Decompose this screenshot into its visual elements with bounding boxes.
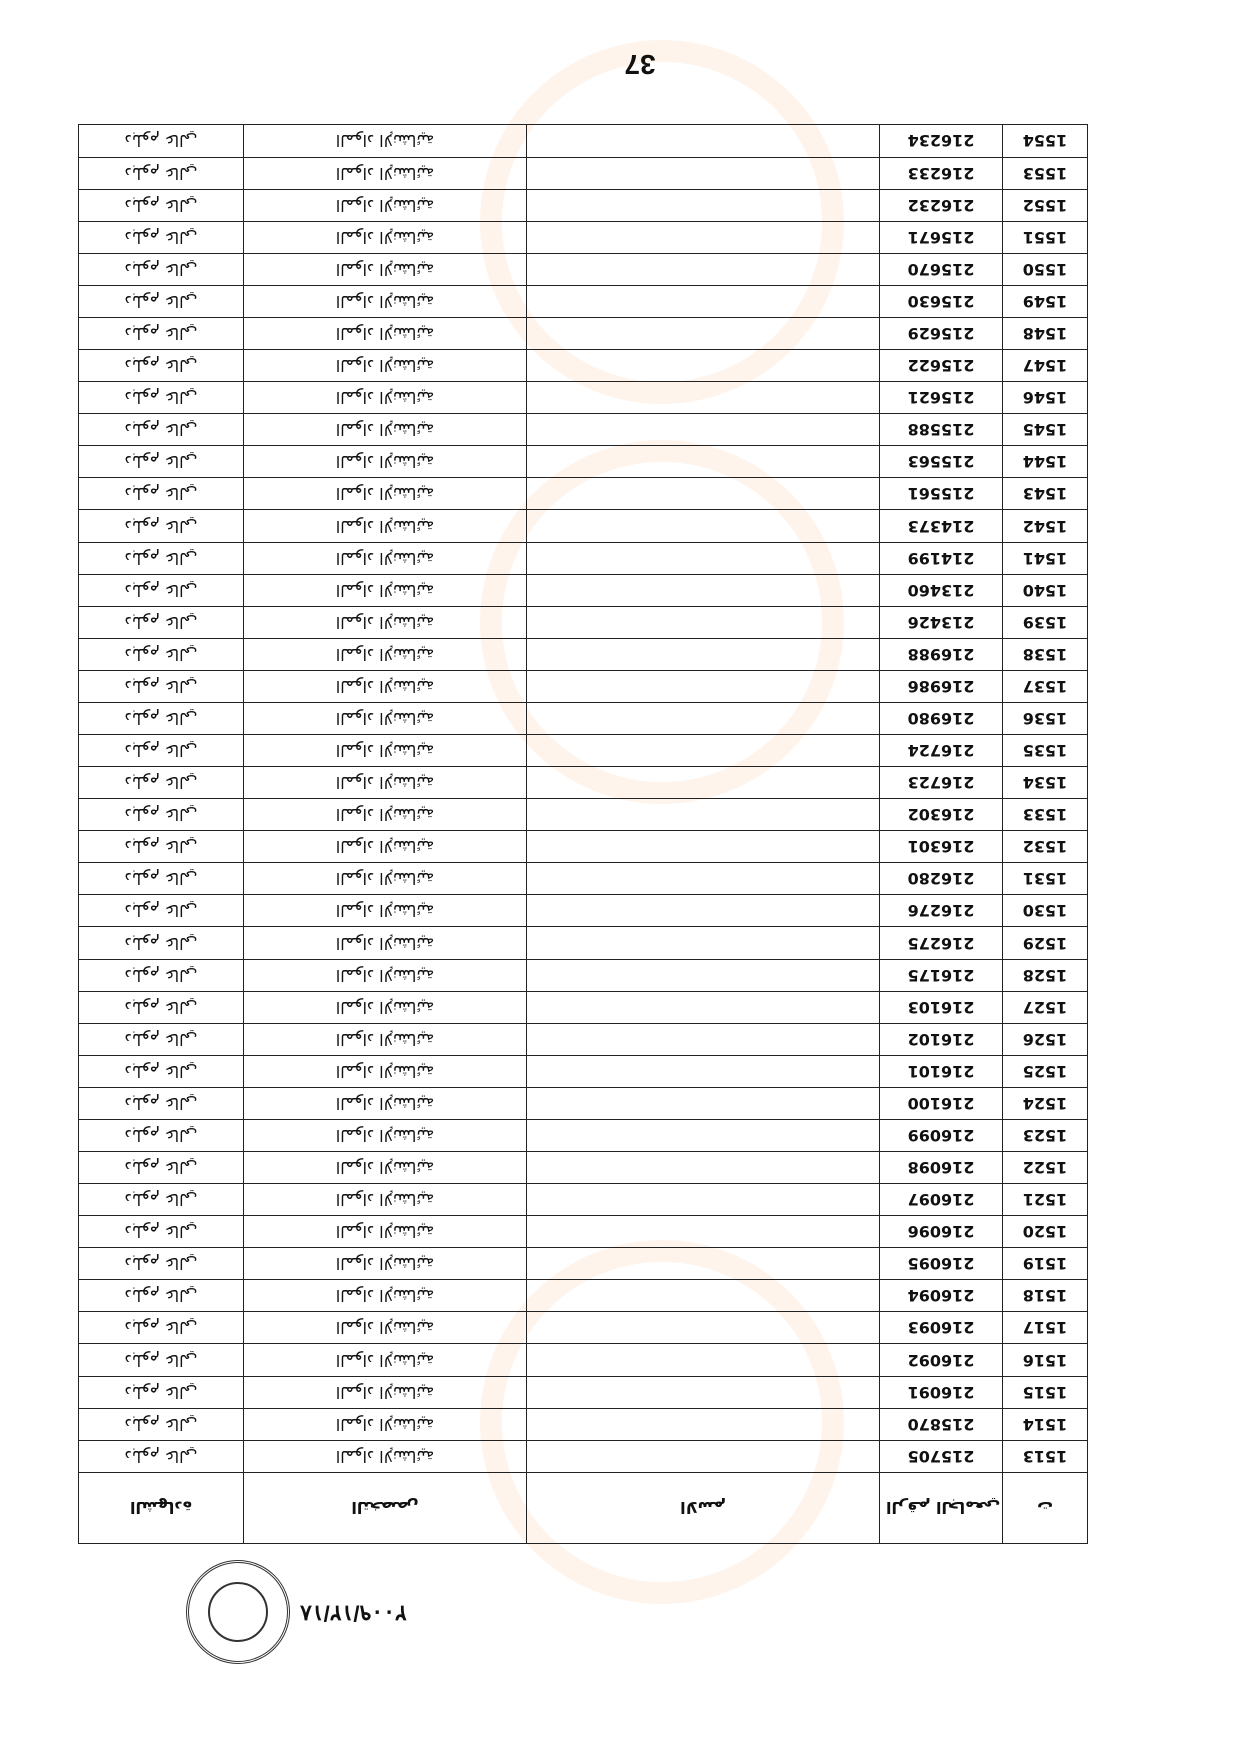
table-row [79,574,1088,606]
row-student-name [527,1087,880,1119]
row-specialization: المواد الإنشائية [244,350,527,382]
row-specialization: المواد الإنشائية [244,542,527,574]
row-student-code: 216099 [880,1119,1003,1151]
row-student-name [527,991,880,1023]
row-student-code: 216275 [880,927,1003,959]
table-row [79,767,1088,799]
table-row [79,285,1088,317]
table-header-row [79,1472,1088,1543]
row-student-code: 213426 [880,606,1003,638]
row-student-code: 216103 [880,991,1003,1023]
table-row [79,414,1088,446]
row-seq: 1534 [1003,767,1088,799]
row-student-name [527,574,880,606]
row-specialization: المواد الإنشائية [244,1184,527,1216]
row-student-name [527,1440,880,1472]
row-degree: دبلوم عالي [79,927,244,959]
table-row [79,1344,1088,1376]
row-student-name [527,382,880,414]
row-student-name [527,446,880,478]
row-specialization: المواد الإنشائية [244,1280,527,1312]
row-seq: 1550 [1003,253,1088,285]
row-student-name [527,1280,880,1312]
row-seq: 1520 [1003,1216,1088,1248]
table-row [79,350,1088,382]
row-specialization: المواد الإنشائية [244,767,527,799]
row-degree: دبلوم عالي [79,1055,244,1087]
row-student-code: 215622 [880,350,1003,382]
row-specialization: المواد الإنشائية [244,382,527,414]
row-student-code: 214373 [880,510,1003,542]
row-specialization: المواد الإنشائية [244,253,527,285]
row-student-code: 216091 [880,1376,1003,1408]
table-row [79,189,1088,221]
row-student-name [527,767,880,799]
row-student-name [527,606,880,638]
row-specialization: المواد الإنشائية [244,831,527,863]
row-student-code: 216234 [880,125,1003,158]
row-degree: دبلوم عالي [79,1216,244,1248]
row-degree: دبلوم عالي [79,1248,244,1280]
row-degree: دبلوم عالي [79,799,244,831]
row-seq: 1519 [1003,1248,1088,1280]
row-specialization: المواد الإنشائية [244,959,527,991]
row-student-name [527,478,880,510]
row-student-code: 216096 [880,1216,1003,1248]
row-degree: دبلوم عالي [79,1280,244,1312]
row-student-code: 215588 [880,414,1003,446]
row-student-name [527,927,880,959]
row-degree: دبلوم عالي [79,606,244,638]
row-specialization: المواد الإنشائية [244,189,527,221]
row-seq: 1548 [1003,318,1088,350]
row-seq: 1539 [1003,606,1088,638]
row-seq: 1516 [1003,1344,1088,1376]
row-specialization: المواد الإنشائية [244,318,527,350]
row-specialization: المواد الإنشائية [244,702,527,734]
row-seq: 1542 [1003,510,1088,542]
row-student-name [527,863,880,895]
table-row [79,1312,1088,1344]
row-specialization: المواد الإنشائية [244,1152,527,1184]
table-row [79,221,1088,253]
row-specialization: المواد الإنشائية [244,1440,527,1472]
table-row [79,1248,1088,1280]
row-degree: دبلوم عالي [79,1344,244,1376]
row-student-code: 216232 [880,189,1003,221]
row-degree: دبلوم عالي [79,1440,244,1472]
row-degree: دبلوم عالي [79,735,244,767]
row-seq: 1532 [1003,831,1088,863]
row-degree: دبلوم عالي [79,285,244,317]
row-student-name [527,510,880,542]
row-student-code: 215563 [880,446,1003,478]
row-student-code: 216102 [880,1023,1003,1055]
row-student-name [527,414,880,446]
row-student-name [527,318,880,350]
row-student-code: 216175 [880,959,1003,991]
student-roster-table [78,124,1088,1544]
row-seq: 1552 [1003,189,1088,221]
row-student-code: 216301 [880,831,1003,863]
row-specialization: المواد الإنشائية [244,157,527,189]
row-specialization: المواد الإنشائية [244,1055,527,1087]
row-specialization: المواد الإنشائية [244,799,527,831]
row-specialization: المواد الإنشائية [244,670,527,702]
table-row [79,382,1088,414]
row-student-name [527,735,880,767]
row-student-name [527,1023,880,1055]
table-row [79,702,1088,734]
row-student-name [527,670,880,702]
row-student-code: 216302 [880,799,1003,831]
row-degree: دبلوم عالي [79,991,244,1023]
row-seq: 1551 [1003,221,1088,253]
row-student-name [527,350,880,382]
table-row [79,253,1088,285]
table-row [79,1055,1088,1087]
table-row [79,831,1088,863]
row-seq: 1535 [1003,735,1088,767]
row-student-name [527,1119,880,1151]
row-specialization: المواد الإنشائية [244,1087,527,1119]
row-seq: 1530 [1003,895,1088,927]
table-row [79,1440,1088,1472]
row-student-name [527,221,880,253]
row-specialization: المواد الإنشائية [244,895,527,927]
row-student-code: 216093 [880,1312,1003,1344]
row-student-code: 216101 [880,1055,1003,1087]
row-student-name [527,285,880,317]
table-row [79,991,1088,1023]
header-name: الاسم [527,1472,880,1543]
table-row [79,125,1088,158]
table-row [79,799,1088,831]
row-seq: 1521 [1003,1184,1088,1216]
row-student-name [527,799,880,831]
table-row [79,1280,1088,1312]
row-degree: دبلوم عالي [79,125,244,158]
table-row [79,1119,1088,1151]
row-specialization: المواد الإنشائية [244,478,527,510]
row-student-name [527,959,880,991]
row-student-name [527,1312,880,1344]
row-specialization: المواد الإنشائية [244,1376,527,1408]
row-seq: 1523 [1003,1119,1088,1151]
row-degree: دبلوم عالي [79,863,244,895]
row-student-code: 216723 [880,767,1003,799]
row-seq: 1522 [1003,1152,1088,1184]
table-row [79,1087,1088,1119]
row-specialization: المواد الإنشائية [244,1119,527,1151]
table-row [79,606,1088,638]
row-seq: 1513 [1003,1440,1088,1472]
row-degree: دبلوم عالي [79,478,244,510]
row-specialization: المواد الإنشائية [244,735,527,767]
table-row [79,1216,1088,1248]
row-student-code: 215870 [880,1408,1003,1440]
table-row [79,863,1088,895]
row-student-code: 216233 [880,157,1003,189]
row-student-code: 216098 [880,1152,1003,1184]
row-seq: 1554 [1003,125,1088,158]
row-degree: دبلوم عالي [79,1184,244,1216]
row-degree: دبلوم عالي [79,1408,244,1440]
table-row [79,318,1088,350]
row-seq: 1545 [1003,414,1088,446]
row-seq: 1541 [1003,542,1088,574]
row-student-name [527,1216,880,1248]
page-number: 37 [624,49,656,80]
table-row [79,1184,1088,1216]
row-student-code: 216280 [880,863,1003,895]
table-row [79,510,1088,542]
row-seq: 1526 [1003,1023,1088,1055]
row-specialization: المواد الإنشائية [244,1344,527,1376]
row-degree: دبلوم عالي [79,189,244,221]
row-seq: 1537 [1003,670,1088,702]
table-row [79,895,1088,927]
row-student-code: 216092 [880,1344,1003,1376]
row-degree: دبلوم عالي [79,414,244,446]
row-student-name [527,253,880,285]
row-student-name [527,1376,880,1408]
row-seq: 1518 [1003,1280,1088,1312]
row-degree: دبلوم عالي [79,959,244,991]
header-code: الرقم الجامعي [880,1472,1003,1543]
row-seq: 1531 [1003,863,1088,895]
row-student-code: 215705 [880,1440,1003,1472]
row-student-name [527,1184,880,1216]
row-student-name [527,638,880,670]
header-specialization: التخصص [244,1472,527,1543]
row-student-code: 215670 [880,253,1003,285]
row-student-code: 215630 [880,285,1003,317]
row-student-code: 216095 [880,1248,1003,1280]
row-specialization: المواد الإنشائية [244,606,527,638]
row-student-name [527,125,880,158]
row-degree: دبلوم عالي [79,670,244,702]
table-row [79,1408,1088,1440]
row-seq: 1514 [1003,1408,1088,1440]
row-student-name [527,1055,880,1087]
table-row [79,1376,1088,1408]
row-student-name [527,1152,880,1184]
table-row [79,157,1088,189]
row-student-name [527,189,880,221]
table-row [79,1152,1088,1184]
row-student-name [527,1408,880,1440]
row-degree: دبلوم عالي [79,510,244,542]
row-specialization: المواد الإنشائية [244,1023,527,1055]
row-specialization: المواد الإنشائية [244,510,527,542]
row-degree: دبلوم عالي [79,1312,244,1344]
table-row [79,638,1088,670]
row-degree: دبلوم عالي [79,831,244,863]
row-degree: دبلوم عالي [79,702,244,734]
row-degree: دبلوم عالي [79,446,244,478]
row-specialization: المواد الإنشائية [244,991,527,1023]
row-specialization: المواد الإنشائية [244,863,527,895]
row-degree: دبلوم عالي [79,221,244,253]
row-seq: 1515 [1003,1376,1088,1408]
table-row [79,1023,1088,1055]
row-student-code: 216097 [880,1184,1003,1216]
row-degree: دبلوم عالي [79,574,244,606]
row-student-name [527,157,880,189]
row-student-code: 216988 [880,638,1003,670]
table-row [79,478,1088,510]
row-specialization: المواد الإنشائية [244,414,527,446]
table-row [79,959,1088,991]
row-seq: 1517 [1003,1312,1088,1344]
row-student-code: 216100 [880,1087,1003,1119]
row-seq: 1538 [1003,638,1088,670]
row-specialization: المواد الإنشائية [244,638,527,670]
row-seq: 1536 [1003,702,1088,734]
row-degree: دبلوم عالي [79,318,244,350]
row-student-code: 216724 [880,735,1003,767]
footer-date: ٢٠٠٩/١٢/١٨ [300,1601,407,1626]
row-seq: 1540 [1003,574,1088,606]
row-degree: دبلوم عالي [79,253,244,285]
row-student-code: 214199 [880,542,1003,574]
row-degree: دبلوم عالي [79,1376,244,1408]
row-student-code: 215671 [880,221,1003,253]
row-seq: 1529 [1003,927,1088,959]
row-student-name [527,1248,880,1280]
row-seq: 1547 [1003,350,1088,382]
row-seq: 1524 [1003,1087,1088,1119]
row-seq: 1546 [1003,382,1088,414]
row-degree: دبلوم عالي [79,1087,244,1119]
row-student-name [527,542,880,574]
row-student-name [527,1344,880,1376]
header-seq: ت [1003,1472,1088,1543]
row-seq: 1527 [1003,991,1088,1023]
row-specialization: المواد الإنشائية [244,125,527,158]
row-student-code: 216094 [880,1280,1003,1312]
table-row [79,542,1088,574]
row-degree: دبلوم عالي [79,382,244,414]
row-specialization: المواد الإنشائية [244,1248,527,1280]
row-specialization: المواد الإنشائية [244,574,527,606]
row-seq: 1549 [1003,285,1088,317]
row-seq: 1528 [1003,959,1088,991]
row-specialization: المواد الإنشائية [244,927,527,959]
row-degree: دبلوم عالي [79,1119,244,1151]
row-specialization: المواد الإنشائية [244,446,527,478]
row-seq: 1533 [1003,799,1088,831]
row-seq: 1553 [1003,157,1088,189]
row-degree: دبلوم عالي [79,157,244,189]
row-student-code: 215621 [880,382,1003,414]
row-degree: دبلوم عالي [79,895,244,927]
table-row [79,735,1088,767]
row-degree: دبلوم عالي [79,350,244,382]
row-specialization: المواد الإنشائية [244,1312,527,1344]
row-student-name [527,702,880,734]
header-degree: الشهادة [79,1472,244,1543]
row-seq: 1525 [1003,1055,1088,1087]
row-specialization: المواد الإنشائية [244,1216,527,1248]
row-student-code: 213460 [880,574,1003,606]
row-student-name [527,831,880,863]
seal-emblem [208,1582,268,1642]
row-degree: دبلوم عالي [79,767,244,799]
table-row [79,927,1088,959]
row-student-code: 216276 [880,895,1003,927]
row-specialization: المواد الإنشائية [244,221,527,253]
row-seq: 1544 [1003,446,1088,478]
row-degree: دبلوم عالي [79,638,244,670]
table-row [79,670,1088,702]
university-seal-icon [186,1560,290,1664]
row-specialization: المواد الإنشائية [244,285,527,317]
table-row [79,446,1088,478]
row-seq: 1543 [1003,478,1088,510]
row-student-code: 215629 [880,318,1003,350]
footer-note [300,1594,1070,1626]
row-student-code: 215561 [880,478,1003,510]
row-student-code: 216980 [880,702,1003,734]
row-degree: دبلوم عالي [79,1023,244,1055]
row-degree: دبلوم عالي [79,542,244,574]
row-specialization: المواد الإنشائية [244,1408,527,1440]
row-degree: دبلوم عالي [79,1152,244,1184]
roster-sheet [124,124,1088,1544]
row-student-code: 216986 [880,670,1003,702]
row-student-name [527,895,880,927]
